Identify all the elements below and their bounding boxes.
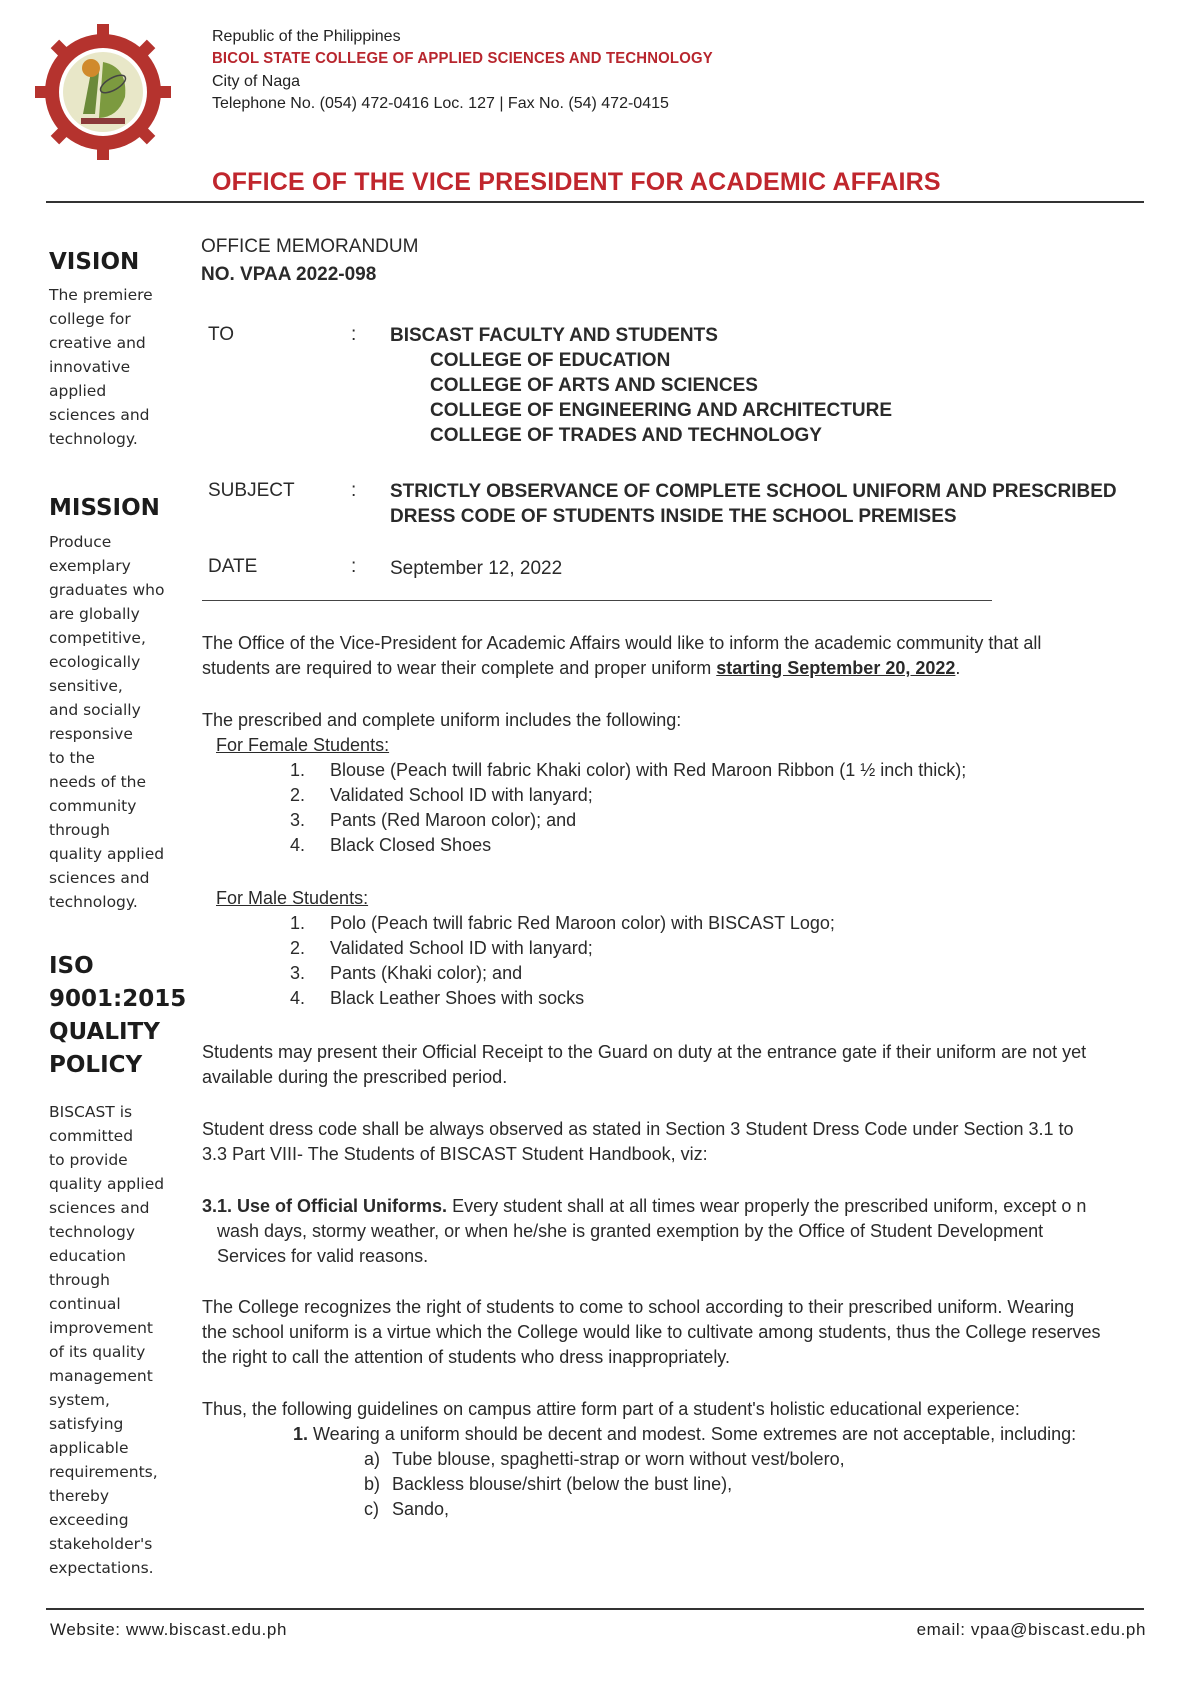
attire-restriction-item	[364, 1472, 845, 1497]
female-uniform-item	[290, 783, 966, 808]
mission-line: sensitive,	[49, 677, 123, 695]
receipt-line-2: available during the prescribed period.	[202, 1067, 508, 1087]
iso-line: thereby	[49, 1487, 110, 1505]
section-3-1-line-1	[202, 1194, 1102, 1219]
mission-line: graduates who	[49, 581, 165, 599]
to-recipients	[390, 323, 892, 448]
iso-line: sciences and	[49, 1199, 150, 1217]
male-uniform-item-number: 2.	[290, 938, 306, 958]
college-name: BICOL STATE COLLEGE OF APPLIED SCIENCES AND TECHNOLOGY	[212, 50, 713, 67]
subject-label: SUBJECT	[208, 480, 295, 501]
iso-title	[49, 950, 186, 1082]
footer-divider	[46, 1608, 1144, 1610]
male-uniform-item	[290, 961, 835, 986]
iso-line: technology	[49, 1223, 136, 1241]
mission-line: through	[49, 821, 110, 839]
prescribed-intro: The prescribed and complete uniform includes the following:	[202, 710, 682, 730]
date-colon: :	[351, 556, 357, 577]
vision-line: creative and	[49, 334, 146, 352]
iso-line: committed	[49, 1127, 134, 1145]
guidelines-intro: Thus, the following guidelines on campus attire form part of a student's holistic educational experience:	[202, 1399, 1020, 1419]
mission-line: technology.	[49, 893, 138, 911]
date-label: DATE	[208, 556, 258, 577]
header-divider	[46, 201, 1144, 203]
vision-text	[49, 283, 169, 451]
mission-line: Produce	[49, 533, 112, 551]
iso-line: exceeding	[49, 1511, 129, 1529]
vision-line: innovative	[49, 358, 131, 376]
receipt-paragraph	[202, 1040, 1102, 1090]
section-3-1-text: Every student shall at all times wear properly the prescribed uniform, except o n	[447, 1196, 1087, 1216]
to-college-recipient: COLLEGE OF ARTS AND SCIENCES	[430, 375, 758, 396]
vision-line: college for	[49, 310, 131, 328]
attire-restriction-item-number: c)	[364, 1499, 379, 1519]
iso-line: quality applied	[49, 1175, 165, 1193]
iso-line: continual	[49, 1295, 121, 1313]
subject-line: DRESS CODE OF STUDENTS INSIDE THE SCHOOL PREMISES	[390, 506, 957, 527]
intro-paragraph	[202, 631, 1102, 681]
iso-line: system,	[49, 1391, 110, 1409]
female-uniform-item-text: Blouse (Peach twill fabric Khaki color) with Red Maroon Ribbon (1 ½ inch thick);	[330, 760, 967, 780]
female-uniform-item	[290, 758, 966, 783]
female-uniform-item-number: 4.	[290, 835, 306, 855]
memo-type: OFFICE MEMORANDUM	[201, 236, 419, 257]
female-uniform-item-text: Validated School ID with lanyard;	[330, 785, 593, 805]
female-uniform-item-number: 1.	[290, 760, 306, 780]
mission-line: competitive,	[49, 629, 146, 647]
iso-line: requirements,	[49, 1463, 158, 1481]
iso-line: BISCAST is	[49, 1103, 133, 1121]
mission-line: to the	[49, 749, 95, 767]
guideline-sub-list	[364, 1447, 845, 1522]
attire-restriction-item-text: Sando,	[392, 1499, 450, 1519]
male-heading: For Male Students:	[216, 888, 369, 908]
city-line: City of Naga	[212, 73, 301, 90]
memo-divider	[202, 600, 992, 601]
iso-line: of its quality	[49, 1343, 146, 1361]
iso-line: satisfying	[49, 1415, 124, 1433]
office-title: OFFICE OF THE VICE PRESIDENT FOR ACADEMIC AFFAIRS	[212, 168, 941, 196]
male-uniform-item-number: 3.	[290, 963, 306, 983]
iso-title-line: ISO	[49, 953, 94, 979]
college-seal-logo	[33, 22, 173, 162]
mission-line: exemplary	[49, 557, 131, 575]
vision-line: applied	[49, 382, 107, 400]
male-uniform-item-number: 4.	[290, 988, 306, 1008]
iso-line: stakeholder's	[49, 1535, 153, 1553]
to-college-recipient: COLLEGE OF EDUCATION	[430, 350, 671, 371]
iso-text	[49, 1100, 169, 1580]
male-uniform-item-text: Validated School ID with lanyard;	[330, 938, 593, 958]
mission-line: needs of the	[49, 773, 147, 791]
to-college-recipient: COLLEGE OF TRADES AND TECHNOLOGY	[430, 425, 822, 446]
to-colon: :	[351, 324, 357, 345]
mission-line: ecologically	[49, 653, 141, 671]
attire-restriction-item	[364, 1497, 845, 1522]
male-uniform-item-text: Black Leather Shoes with socks	[330, 988, 585, 1008]
memo-number: NO. VPAA 2022-098	[201, 264, 377, 285]
mission-title: MISSION	[49, 495, 160, 521]
iso-line: education	[49, 1247, 126, 1265]
intro-period: .	[955, 658, 961, 678]
male-uniform-item	[290, 986, 835, 1011]
male-uniform-item-text: Polo (Peach twill fabric Red Maroon color) with BISCAST Logo;	[330, 913, 835, 933]
iso-line: improvement	[49, 1319, 154, 1337]
iso-title-line: QUALITY	[49, 1019, 160, 1045]
iso-title-line: POLICY	[49, 1052, 143, 1078]
iso-line: expectations.	[49, 1559, 154, 1577]
recognize-line-1: The College recognizes the right of students to come to school according to their prescribed uniform. Wearing	[202, 1297, 1075, 1317]
intro-line-1: The Office of the Vice-President for Academic Affairs would like to inform the academic community that all	[202, 633, 1042, 653]
male-list	[290, 911, 835, 1011]
iso-line: applicable	[49, 1439, 129, 1457]
attire-restriction-item-text: Tube blouse, spaghetti-strap or worn without vest/bolero,	[392, 1449, 845, 1469]
section-3-1	[202, 1194, 1102, 1269]
recognize-line-3: the right to call the attention of students who dress inappropriately.	[202, 1347, 730, 1367]
male-uniform-item	[290, 936, 835, 961]
recognize-paragraph	[202, 1295, 1102, 1370]
male-uniform-item-text: Pants (Khaki color); and	[330, 963, 523, 983]
start-date-emphasis: starting September 20, 2022	[716, 658, 956, 678]
female-uniform-item-number: 2.	[290, 785, 306, 805]
section-3-1-line-2: wash days, stormy weather, or when he/she is granted exemption by the Office of Student Development	[217, 1221, 1044, 1241]
mission-line: quality applied	[49, 845, 165, 863]
female-list	[290, 758, 966, 858]
to-label: TO	[208, 324, 235, 345]
subject-text	[390, 479, 1117, 529]
male-uniform-item-number: 1.	[290, 913, 306, 933]
mission-line: sciences and	[49, 869, 150, 887]
mission-line: responsive	[49, 725, 133, 743]
intro-text: students are required to wear their complete and proper uniform	[202, 658, 717, 678]
female-uniform-item	[290, 833, 966, 858]
republic-line: Republic of the Philippines	[212, 28, 401, 45]
to-primary-recipient: BISCAST FACULTY AND STUDENTS	[390, 325, 718, 346]
to-college-recipient: COLLEGE OF ENGINEERING AND ARCHITECTURE	[430, 400, 892, 421]
telephone-line: Telephone No. (054) 472-0416 Loc. 127 | Fax No. (54) 472-0415	[212, 95, 669, 112]
guideline-1-number: 1.	[293, 1424, 309, 1444]
subject-line: STRICTLY OBSERVANCE OF COMPLETE SCHOOL UNIFORM AND PRESCRIBED	[390, 481, 1117, 502]
vision-line: The premiere	[49, 286, 153, 304]
section-3-1-title: 3.1. Use of Official Uniforms.	[202, 1196, 448, 1216]
mission-line: are globally	[49, 605, 140, 623]
attire-restriction-item-text: Backless blouse/shirt (below the bust line),	[392, 1474, 733, 1494]
attire-restriction-item	[364, 1447, 845, 1472]
mission-line: and socially	[49, 701, 141, 719]
website-link[interactable]: Website: www.biscast.edu.ph	[50, 1620, 287, 1639]
female-uniform-item-text: Pants (Red Maroon color); and	[330, 810, 577, 830]
iso-line: to provide	[49, 1151, 128, 1169]
female-uniform-item-text: Black Closed Shoes	[330, 835, 492, 855]
memo-date: September 12, 2022	[390, 558, 563, 579]
dresscode-line-1: Student dress code shall be always observed as stated in Section 3 Student Dress Code under Section 3.1 to	[202, 1119, 1074, 1139]
male-uniform-item	[290, 911, 835, 936]
email-link[interactable]: email: vpaa@biscast.edu.ph	[916, 1620, 1146, 1639]
vision-line: sciences and	[49, 406, 150, 424]
receipt-line-1: Students may present their Official Receipt to the Guard on duty at the entrance gate if their uniform are not yet	[202, 1042, 1087, 1062]
attire-restriction-item-number: a)	[364, 1449, 381, 1469]
female-uniform-item-number: 3.	[290, 810, 306, 830]
subject-colon: :	[351, 480, 357, 501]
female-uniform-item	[290, 808, 966, 833]
vision-title: VISION	[49, 249, 140, 275]
iso-line: management	[49, 1367, 153, 1385]
female-heading: For Female Students:	[216, 735, 390, 755]
iso-line: through	[49, 1271, 110, 1289]
mission-line: community	[49, 797, 137, 815]
attire-restriction-item-number: b)	[364, 1474, 381, 1494]
guideline-1	[293, 1422, 1076, 1447]
iso-title-line: 9001:2015	[49, 986, 187, 1012]
dresscode-line-2: 3.3 Part VIII- The Students of BISCAST Student Handbook, viz:	[202, 1144, 708, 1164]
dresscode-paragraph	[202, 1117, 1102, 1167]
mission-text	[49, 530, 169, 914]
vision-line: technology.	[49, 430, 138, 448]
section-3-1-line-3: Services for valid reasons.	[217, 1246, 429, 1266]
guideline-1-text: Wearing a uniform should be decent and modest. Some extremes are not acceptable, including:	[308, 1424, 1077, 1444]
recognize-line-2: the school uniform is a virtue which the College would like to cultivate among students, thus the College reserves	[202, 1322, 1101, 1342]
intro-line-2	[202, 656, 1102, 681]
